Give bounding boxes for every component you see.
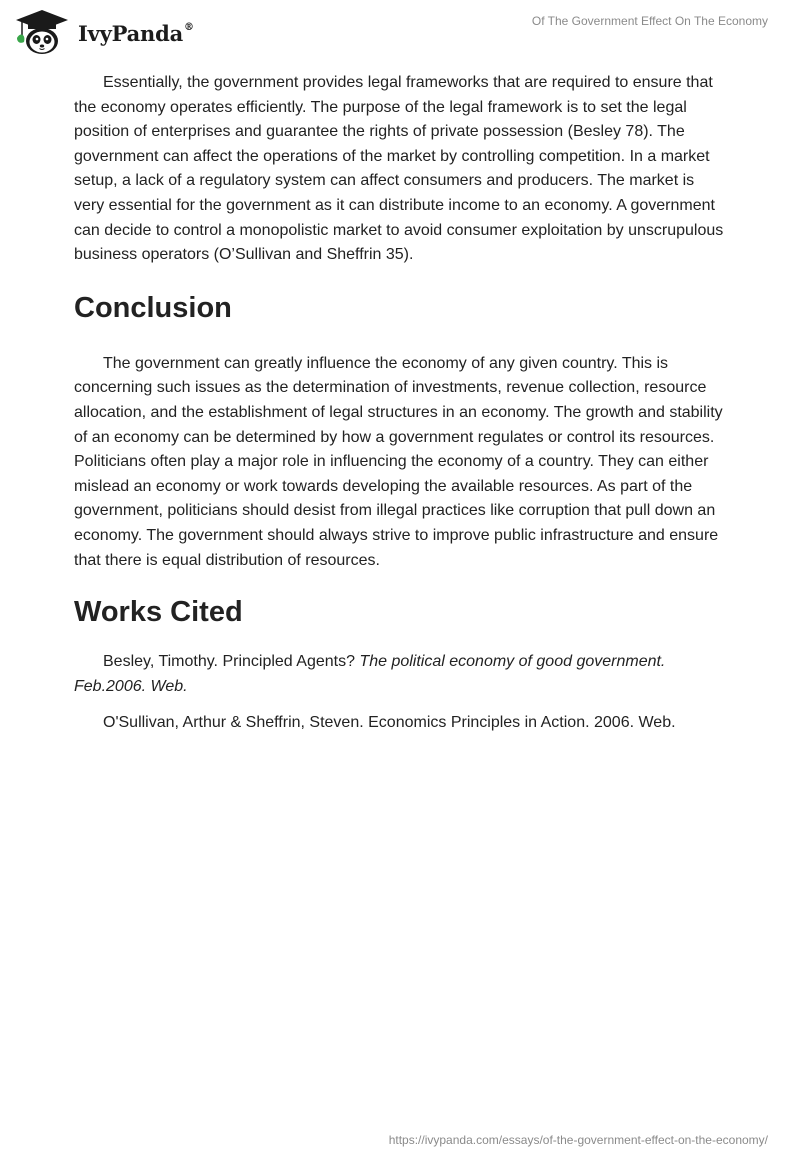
citation-text: O'Sullivan, Arthur & Sheffrin, Steven. Economics Principles in Action. 2006. Web. xyxy=(103,714,676,732)
citation-besley xyxy=(74,650,728,699)
essay-content xyxy=(74,71,728,748)
conclusion-heading: Conclusion xyxy=(74,291,232,324)
source-url[interactable]: https://ivypanda.com/essays/of-the-government-effect-on-the-economy/ xyxy=(388,1133,768,1147)
panda-graduation-cap-logo-icon xyxy=(14,8,70,56)
page-header xyxy=(0,0,800,64)
ivypanda-logo[interactable] xyxy=(14,8,194,56)
conclusion-paragraph: The government can greatly influence the economy of any given country. This is concerning such issues as the determination of investments, revenue collection, resource allocation, and the establishment of legal structures in an economy. The growth and stability of an economy can be determined by how a government regulates or control its resources. Politicians often play a major role in influencing the economy of a country. They can either mislead an economy or work towards developing the available resources. As part of the government, politicians should desist from illegal practices like corruption that pull down an economy. The government should always strive to improve public infrastructure and ensure that there is equal distribution of resources. xyxy=(74,354,723,569)
body-paragraph: Essentially, the government provides legal frameworks that are required to ensure that the economy operates efficiently. The purpose of the legal framework is to set the legal position of enterprises and guarantee the rights of private possession (Besley 78). The government can affect the operations of the market by controlling competition. In a market setup, a lack of a regulatory system can affect consumers and producers. The market is very essential for the government as it can distribute income to an economy. A government can decide to control a monopolistic market to avoid consumer exploitation by unscrupulous business operators (O’Sullivan and Sheffrin 35). xyxy=(74,74,724,264)
document-title: Of The Government Effect On The Economy xyxy=(531,14,768,28)
brand-name: IvyPanda® xyxy=(78,20,194,46)
citation-osullivan xyxy=(74,711,728,736)
citation-text: Besley, Timothy. Principled Agents? xyxy=(103,653,360,671)
citation-title: The political economy of good government. Feb.2006. Web. xyxy=(74,653,666,695)
registered-mark: ® xyxy=(184,21,194,33)
works-cited-heading: Works Cited xyxy=(74,596,243,629)
